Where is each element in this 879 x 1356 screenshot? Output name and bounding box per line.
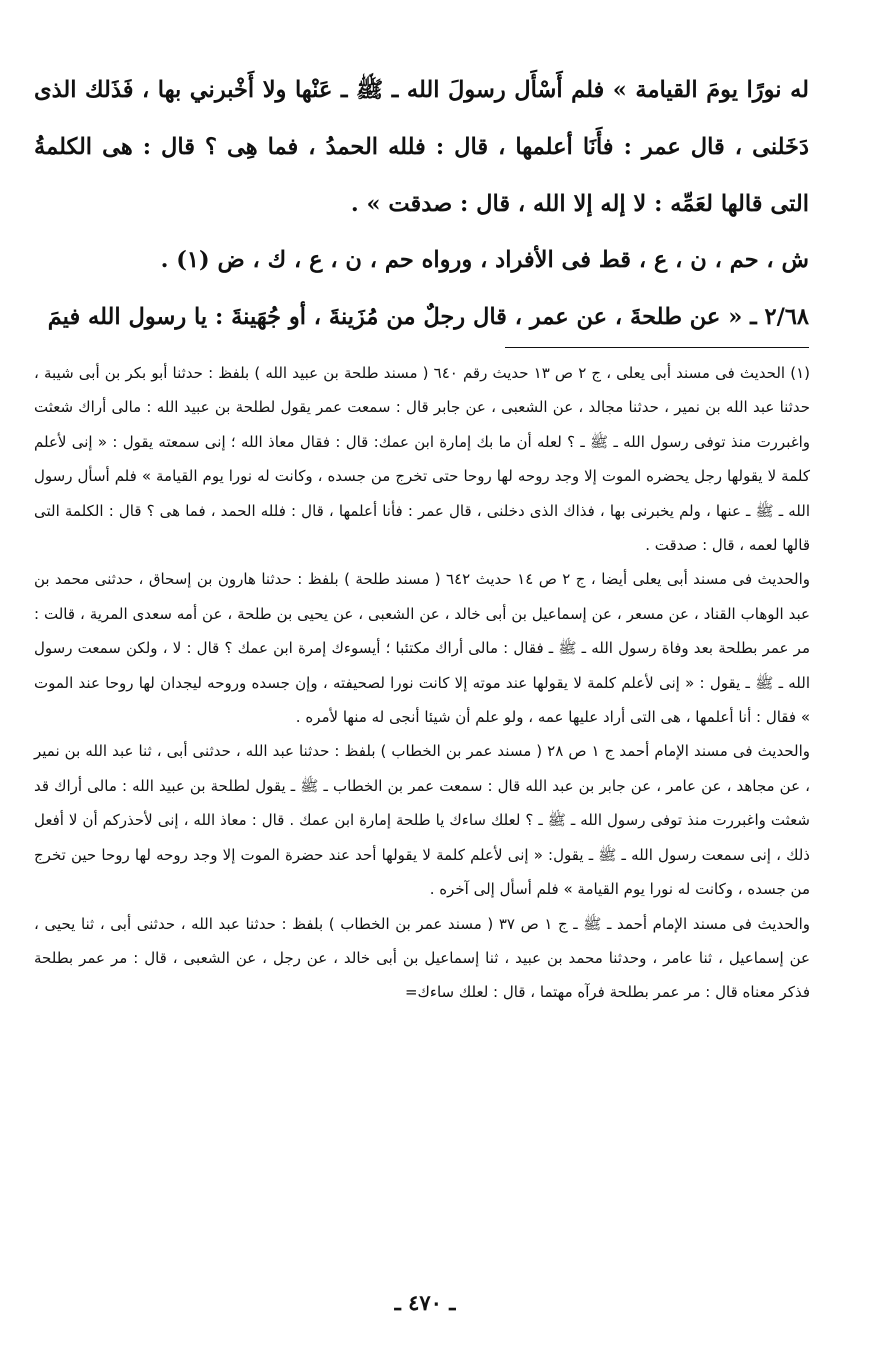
main-paragraph: له نورًا يومَ القيامة » فلم أَسْأَل رسولَ الله ـ ﷺ ـ عَنْها ولا أَخْبرني بها ، فَذَلك الذى دَخَلنى ، قال عمر : فأَنَا أعلمها ، قال : فلله الحمدُ ، فما هِى ؟ قال : هى الكلمةُ التى قالها لعَمِّه : لا إله إلا الله ، قال : صدقت » . — [34, 77, 809, 217]
footnote-1 — [34, 356, 810, 562]
footnote-1-text: الحديث فى مسند أبى يعلى ، ج ٢ ص ١٣ حديث رقم ٦٤٠ ( مسند طلحة بن عبيد الله ) بلفظ : حدثنا أبو بكر بن أبى شيبة ، حدثنا عبد الله بن نمير ، حدثنا مجالد ، عن الشعبى ، عن جابر قال : سمعت عمر يقول لطلحة بن عبيد الله : مالى أراك شعثت واغبررت منذ توفى رسول الله ـ ﷺ ـ ؟ لعله أن ما بك إمارة ابن عمك: قال : فقال معاذ الله ؛ إنى سمعته يقول : « إنى لأعلم كلمة لا يقولها رجل يحضره الموت إلا وجد روحه لها روحا حتى تخرج من جسده ، وكانت له نورا يوم القيامة » فلم أسأل رسول الله ـ ﷺ ـ عنها ، ولم يخبرنى بها ، فذاك الذى دخلنى ، قال عمر : فأنا أعلمها ، قال : فلله الحمد ، فما هى ؟ قال : الكلمة التى قالها لعمه ، قال : صدقت . — [34, 364, 810, 555]
footnote-number: (١) — [790, 364, 811, 382]
source-sigla-line: ش ، حم ، ن ، ع ، قط فى الأفراد ، ورواه حم ، ن ، ع ، ك ، ض (١) . — [160, 247, 809, 273]
footnotes-block — [34, 356, 810, 1010]
footnote-divider — [505, 347, 809, 348]
page-number: ـ ٤٧٠ ـ — [394, 1290, 456, 1315]
footnote-paragraph-3: والحديث فى مسند الإمام أحمد ج ١ ص ٢٨ ( مسند عمر بن الخطاب ) بلفظ : حدثنا عبد الله ، حدثنى أبى ، ثنا عبد الله بن نمير ، عن مجاهد ، عن عامر ، عن جابر بن عبد الله قال : سمعت عمر بن الخطاب ـ ﷺ ـ يقول لطلحة بن عبيد الله : مالى أراك قد شعثت واغبررت منذ توفى رسول الله ـ ﷺ ـ ؟ لعلك ساءك يا طلحة إمارة ابن عمك . قال : معاذ الله ، إنى لأحذركم أن لا أفعل ذلك ، إنى سمعت رسول الله ـ ﷺ ـ يقول: « إنى لأعلم كلمة لا يقولها أحد عند حضرة الموت إلا وجد روحه لها روحا حين تخرج من جسده ، وكانت له نورا يوم القيامة » فلم أسأل إلى آخره . — [34, 742, 811, 899]
main-text-block — [34, 62, 809, 346]
footnote-paragraph-2: والحديث فى مسند أبى يعلى أيضا ، ج ٢ ص ١٤ حديث ٦٤٢ ( مسند طلحة ) بلفظ : حدثنا هارون بن إسحاق ، حدثنى محمد بن عبد الوهاب القناد ، عن مسعر ، عن إسماعيل بن أبى خالد ، عن الشعبى ، عن يحيى بن طلحة ، عن أمه سعدى المرية ، قالت : مر عمر بطلحة بعد وفاة رسول الله ـ ﷺ ـ فقال : مالى أراك مكتئبا ؛ أيسوءك إمرة ابن عمك ؟ قال : لا ، ولكن سمعت رسول الله ـ ﷺ ـ يقول : « إنى لأعلم كلمة لا يقولها عند موته إلا كانت نورا لصحيفته ، وإن جسده وروحه ليجدان لها روحا عند الموت » فقال : أنا أعلمها ، هى التى أراد عليها عمه ، ولو علم أن شيئا أنجى له منها لأمره . — [34, 570, 810, 727]
footnote-paragraph-4: والحديث فى مسند الإمام أحمد ـ ﷺ ـ ج ١ ص ٣٧ ( مسند عمر بن الخطاب ) بلفظ : حدثنا عبد الله ، حدثنى أبى ، ثنا يحيى ، عن إسماعيل ، ثنا عامر ، وحدثنا محمد بن عبيد ، ثنا إسماعيل بن أبى خالد ، عن رجل ، عن الشعبى ، قال : مر عمر بطلحة فذكر معناه قال : مر عمر بطلحة فرآه مهتما ، قال : لعلك ساءك= — [34, 914, 810, 1002]
hadith-heading: ٢/٦٨ ـ « عن طلحةَ ، عن عمر ، قال رجلٌ من مُزَينةَ ، أو جُهَينةَ : يا رسول الله فيمَ — [47, 304, 809, 330]
